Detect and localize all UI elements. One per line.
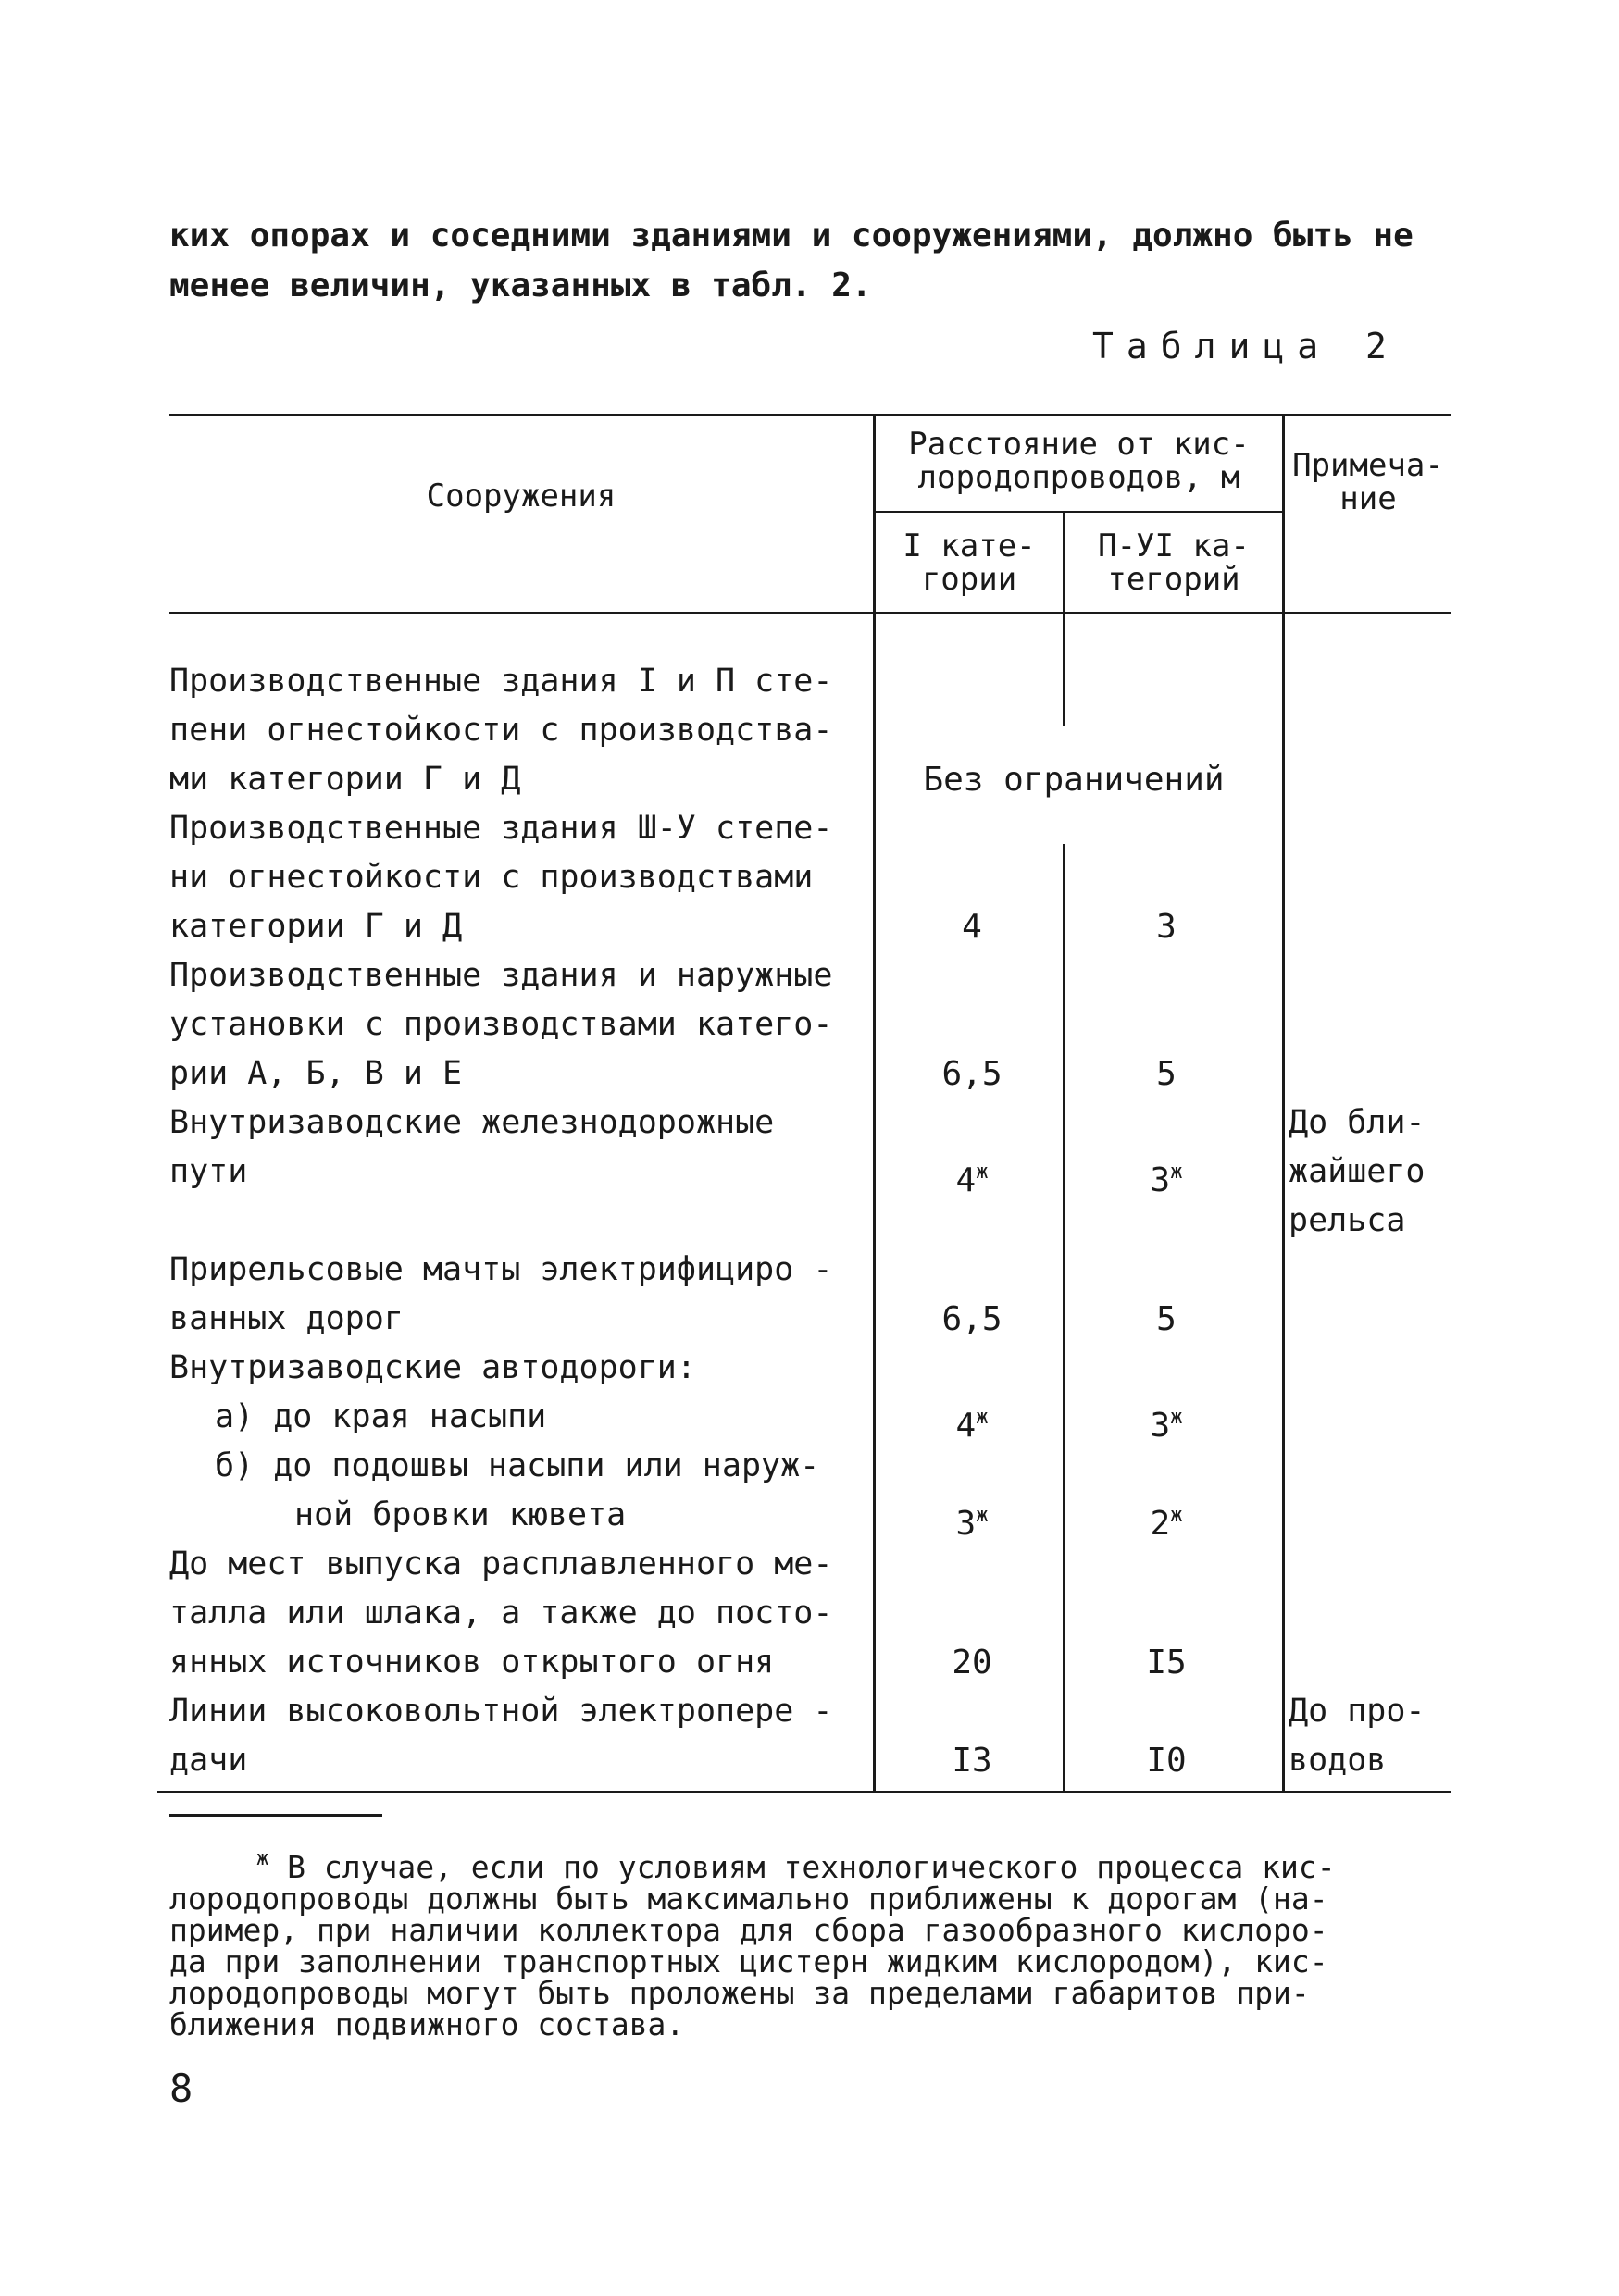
table-bottom-rule [157, 1791, 1451, 1793]
row-line: ни огнестойкости с производствами [169, 859, 814, 896]
row-line: Линии высоковольтной электропере - [169, 1693, 833, 1730]
row-line: Производственные здания и наружные [169, 957, 833, 994]
row-category-2-6-value [1065, 1148, 1268, 1205]
table-row-structure [169, 657, 873, 804]
footnote-line: пример, при наличии коллектора для сбора газообразного кислоро- [169, 1912, 1328, 1948]
value-number: 3 [955, 1505, 977, 1543]
footnote-mark: ж [976, 1406, 989, 1429]
header-note-line-1: Примеча- [1292, 447, 1444, 484]
footnote-line: да при заполнении транспортных цистерн жидким кислородом), кис- [169, 1943, 1328, 1980]
row-line: До мест выпуска расплавленного ме- [169, 1545, 833, 1582]
header-subdivider-rule [873, 511, 1284, 513]
row-line: талла или шлака, а также до посто- [169, 1595, 833, 1632]
row-line: категории Г и Д [169, 908, 463, 945]
footnote-mark: ж [256, 1847, 269, 1870]
row-line: установки с производствами катего- [169, 1006, 833, 1043]
table-row-structure [169, 1540, 873, 1687]
footnote-mark: ж [1170, 1160, 1183, 1184]
row-category-2-6-value: 5 [1156, 1055, 1177, 1093]
footnote-line: лородопроводы должны быть максимально приближены к дорогам (на- [169, 1880, 1328, 1917]
row-line: ми категории Г и Д [169, 761, 521, 798]
row-line: рии А, Б, В и Е [169, 1055, 463, 1092]
row-category-1-value [879, 1491, 1065, 1548]
note-line: жайшего [1289, 1153, 1426, 1190]
row-line: янных источников открытого огня [169, 1644, 775, 1681]
row-line: Прирельсовые мачты электрифициро - [169, 1251, 833, 1288]
row-line: ной бровки кювета [294, 1496, 627, 1533]
header-note-line-2: ние [1339, 480, 1397, 517]
row-category-1-value: I3 [952, 1742, 992, 1780]
intro-line-1: ких опорах и соседними зданиями и сооружениями, должно быть не [169, 217, 1414, 254]
header-bottom-rule [169, 612, 1451, 614]
row-line: Производственные здания I и П сте- [169, 663, 833, 700]
row-line: ванных дорог [169, 1300, 404, 1337]
footnote-mark: ж [976, 1504, 989, 1527]
header-category-1 [876, 529, 1063, 596]
table-row-structure [169, 1344, 873, 1393]
header-structures: Сооружения [426, 478, 616, 515]
note-line: До про- [1289, 1693, 1426, 1730]
footnote-mark: ж [976, 1160, 989, 1184]
note-line: До бли- [1289, 1104, 1426, 1141]
footnote-separator [169, 1814, 382, 1817]
footnote-mark: ж [1170, 1504, 1183, 1527]
table-row-structure [169, 1246, 873, 1344]
footnote [169, 1843, 1447, 2041]
row-category-1-value: 20 [952, 1644, 992, 1682]
value-number: 3 [1150, 1161, 1171, 1199]
row-span-value: Без ограничений [923, 761, 1225, 799]
row-line: Производственные здания Ш-У степе- [169, 810, 833, 847]
row-line: а) до края насыпи [215, 1398, 547, 1435]
row-category-1-value: 6,5 [941, 1055, 1003, 1093]
row-note [1289, 1687, 1426, 1785]
header-category-1-line-1: I кате- [903, 527, 1036, 565]
footnote-text: В случае, если по условиям технологического процесса кис- [268, 1849, 1336, 1885]
value-number: 2 [1150, 1505, 1171, 1543]
table-caption: Таблица 2 [1092, 326, 1400, 366]
intro-line-2: менее величин, указанных в табл. 2. [169, 267, 872, 304]
table-row-structure [215, 1393, 918, 1442]
table-row-structure [169, 1098, 873, 1197]
header-distance-line-1: Расстояние от кис- [908, 426, 1250, 463]
row-line: Внутризаводские автодороги: [169, 1349, 696, 1386]
note-line: рельса [1289, 1202, 1406, 1239]
table-row-structure [169, 804, 873, 951]
table-row-structure [169, 951, 873, 1098]
row-line: дачи [169, 1742, 248, 1779]
header-category-2-6 [1065, 529, 1282, 596]
row-line: Внутризаводские железнодорожные [169, 1104, 775, 1141]
note-line: водов [1289, 1742, 1387, 1779]
header-distance-line-2: лородопроводов, м [917, 459, 1240, 496]
row-note [1289, 1098, 1426, 1246]
row-category-2-6-value: 5 [1156, 1300, 1177, 1338]
value-number: 4 [955, 1407, 977, 1445]
table-row-structure [169, 1687, 873, 1785]
intro-paragraph [169, 211, 1447, 311]
row-category-2-6-value [1065, 1491, 1268, 1548]
footnote-line [169, 1843, 1447, 1883]
row-category-2-6-value: I5 [1146, 1644, 1187, 1682]
footnote-line: лородопроводы могут быть проложены за пределами габаритов при- [169, 1975, 1310, 2011]
header-category-2-6-line-2: тегорий [1107, 561, 1240, 598]
column-divider-categories-top [1063, 614, 1065, 726]
header-distance [876, 428, 1282, 494]
column-divider-notes [1282, 416, 1285, 1791]
row-category-2-6-value: I0 [1146, 1742, 1187, 1780]
row-category-1-value [879, 1148, 1065, 1205]
footnote-line: ближения подвижного состава. [169, 2006, 685, 2042]
row-line: б) до подошвы насыпи или наруж- [215, 1447, 820, 1484]
column-divider-structures [873, 416, 876, 1791]
header-category-1-line-2: гории [921, 561, 1017, 598]
row-line: пени огнестойкости с производства- [169, 712, 833, 749]
header-note [1285, 449, 1451, 515]
table-top-rule [169, 414, 1451, 416]
page-number: 8 [169, 2066, 193, 2111]
header-category-2-6-line-1: П-УI ка- [1098, 527, 1250, 565]
row-category-2-6-value [1065, 1393, 1268, 1450]
row-line: пути [169, 1153, 248, 1190]
row-category-2-6-value: 3 [1156, 908, 1177, 946]
table-row-structure [215, 1442, 918, 1491]
value-number: 4 [955, 1161, 977, 1199]
value-number: 3 [1150, 1407, 1171, 1445]
row-category-1-value: 4 [962, 908, 982, 946]
row-category-1-value: 6,5 [941, 1300, 1003, 1338]
footnote-mark: ж [1170, 1406, 1183, 1429]
